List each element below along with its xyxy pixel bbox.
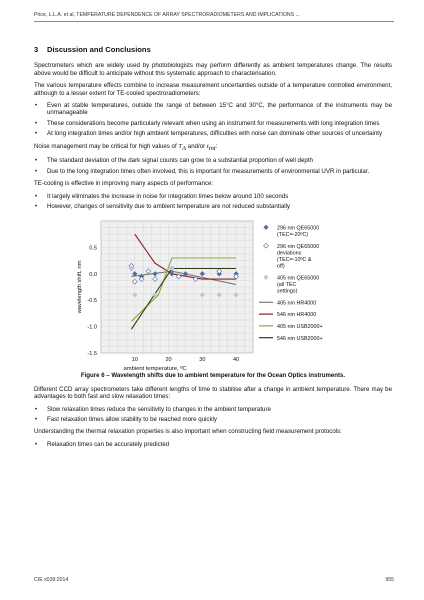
page-content <box>34 46 392 453</box>
bullet-list-relaxation <box>34 406 392 424</box>
legend-entry: 405 nm QE65000 (all TEC settings) <box>277 275 320 295</box>
wavelength-shift-chart <box>34 215 392 371</box>
paragraph-field-protocols: Understanding the thermal relaxation properties is also important when constructing field measurement protocols: <box>34 428 342 436</box>
list-item: • At long integration times and/or high ambient temperatures, difficulties with noise can dominate other sources of uncertainty <box>34 130 392 137</box>
y-tick-label: -1.0 <box>87 324 97 331</box>
list-item: • Fast relaxation times allow stability to be reached more quickly <box>34 416 392 423</box>
legend-entry: 546 nm USB2000+ <box>277 336 323 343</box>
paragraph-relaxation: Different CCD array spectrometers take different lengths of time to stabilise after a change in ambient temperature. There may be advantages to both fast and slow relaxation times: <box>34 385 392 401</box>
running-header: Price, L.L.A. et al, TEMPERATURE DEPENDENCE OF ARRAY SPECTRORADIOMETERS AND IMPLICATIONS ... <box>34 12 394 22</box>
footer-document-id: CIE x039:2014 <box>34 577 69 583</box>
y-tick-label: 0.0 <box>89 272 97 279</box>
legend-entry: 546 nm HR4000 <box>277 312 317 319</box>
bullet-list-protocols <box>34 441 392 448</box>
legend-entry: 405 nm HR4000 <box>277 300 317 307</box>
page-number: 955 <box>385 577 394 583</box>
x-tick-label: 20 <box>165 357 172 364</box>
paragraph-noise-management: Noise management may be critical for high values of $T_A$ and/or $t_{int}$: <box>34 142 218 152</box>
bullet-list-noise <box>34 157 392 175</box>
x-tick-label: 40 <box>232 357 240 364</box>
list-item: • These considerations become particularly relevant when using an instrument for measurements with long integration times <box>34 120 392 127</box>
section-title: Discussion and Conclusions <box>47 45 151 54</box>
list-item: • Even at stable temperatures, outside the range of between 15°C and 30°C, the performance of the instruments may be unmanageable <box>34 102 392 117</box>
y-tick-label: -1.5 <box>87 351 97 358</box>
list-item: • It largely eliminates the increase in noise for integration times below around 100 seconds <box>34 193 392 200</box>
paragraph-intro: Spectrometers which are widely used by photobiologists may perform differently as ambient temperatures change. The results above would be difficult to anticipate without this systematic approach to characterisation. <box>34 62 392 77</box>
paragraph-temperature-effects: The various temperature effects combine to increase measurement uncertainties outside of a temperature controlled environment, although to a lesser extent for TE-cooled spectroradiometers: <box>34 82 392 97</box>
y-axis-label: wavelength shift, nm <box>77 260 83 314</box>
x-axis-label: ambient temperature, ºC <box>123 366 187 372</box>
list-item: • However, changes of sensitivity due to ambient temperature are not reduced substantially <box>34 203 392 210</box>
bullet-list-effects <box>34 102 392 138</box>
x-tick-label: 30 <box>199 357 206 364</box>
figure-6 <box>34 215 392 371</box>
paragraph-te-cooling: TE-cooling is effective in improving many aspects of performance: <box>34 180 214 188</box>
x-tick-label: 10 <box>131 357 138 364</box>
figure-caption: Figure 6 – Wavelength shifts due to ambient temperature for the Ocean Optics instruments. <box>80 372 346 380</box>
legend-entry: 405 nm USB2000+ <box>277 324 323 331</box>
list-item: • Due to the long integration times often involved, this is important for measurements of environmental UVR in particular. <box>34 168 392 175</box>
list-item: • The standard deviation of the dark signal counts can grow to a substantial proportion of well depth <box>34 157 392 164</box>
y-tick-label: -0.5 <box>87 298 97 305</box>
section-heading <box>34 46 392 53</box>
list-item: • Slow relaxation times reduce the sensitivity to changes in the ambient temperature <box>34 406 392 413</box>
list-item: • Relaxation times can be accurately predicted <box>34 441 392 448</box>
legend-entry: 296 nm QE65000 (TEC=-20ºC) <box>277 225 320 239</box>
section-number: 3 <box>34 45 39 54</box>
bullet-list-te-cooling <box>34 193 392 211</box>
y-tick-label: 0.5 <box>89 245 97 252</box>
page-footer <box>34 577 394 583</box>
legend-entry: 296 nm QE65000 deviations (TEC=-10ºC & off) <box>277 244 320 270</box>
